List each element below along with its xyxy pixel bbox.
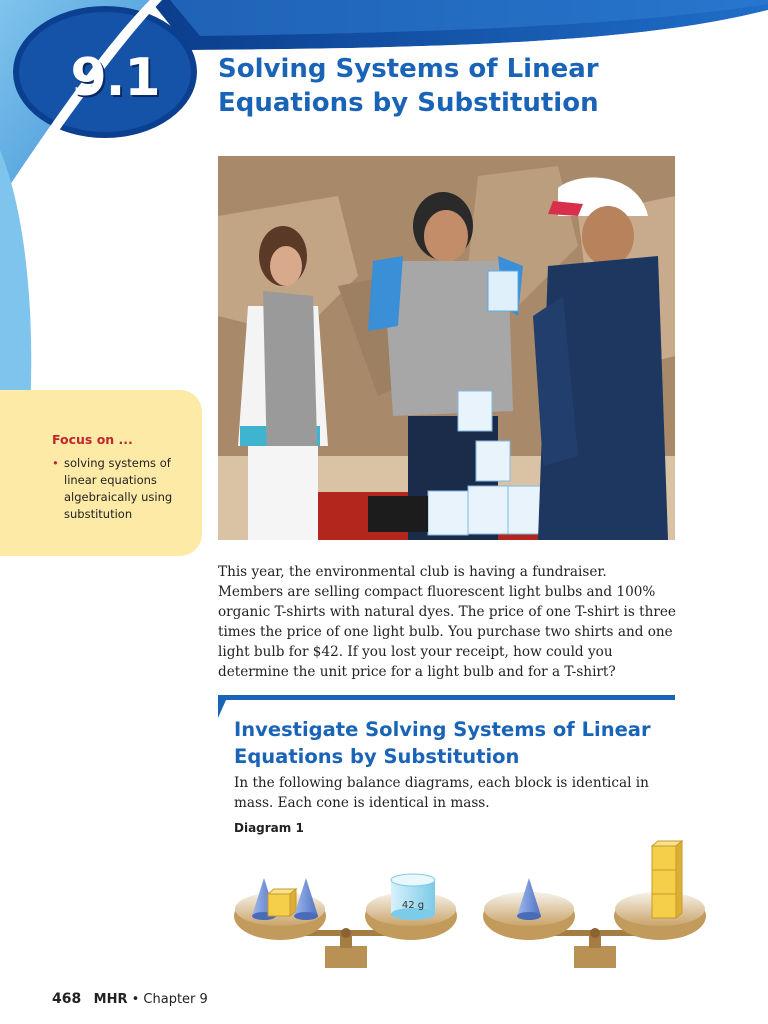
investigate-title (234, 716, 674, 770)
publisher-name: MHR (93, 992, 128, 1007)
intro-paragraph: This year, the environmental club is having a fundraiser. Members are selling compact fluorescent light bulbs and 100% organic T-shirts with natural dyes. The price of one T-shirt is three times the price of one light bulb. You purchase two shirts and one light bulb for $42. If you lost your receipt, how could you determine the unit price for a light bulb and for a T-shirt? (218, 564, 676, 680)
focus-item: • solving systems of linear equations algebraically using substitution (52, 455, 192, 523)
section-number: 9.1 (70, 48, 160, 108)
focus-heading: Focus on ... (52, 432, 133, 447)
cylinder-mass-label: 42 g (401, 900, 425, 911)
balance-scale-1 (234, 874, 457, 968)
investigate-bar (218, 695, 675, 700)
investigate-title-line2: Equations by Substitution (234, 745, 520, 768)
page-number: 468 (52, 991, 82, 1007)
footer-separator: • (131, 992, 140, 1007)
page-title (218, 52, 638, 120)
block-icon (268, 889, 296, 916)
cylinder-icon (391, 874, 435, 920)
page-title-line2: Equations by Substitution (218, 88, 599, 118)
students-fundraiser-photo (218, 156, 675, 540)
page-footer (52, 991, 208, 1007)
page-title-line1: Solving Systems of Linear (218, 54, 599, 84)
investigate-bar-accent (218, 700, 226, 718)
chapter-label: Chapter 9 (143, 992, 208, 1007)
left-blue-band (0, 150, 60, 410)
balance-scale-2 (483, 841, 706, 968)
diagram-label: Diagram 1 (234, 821, 304, 835)
stacked-blocks-icon (652, 841, 682, 918)
investigate-title-line1: Investigate Solving Systems of Linear (234, 718, 651, 741)
investigate-text: In the following balance diagrams, each block is identical in mass. Each cone is identical in mass. (234, 775, 649, 811)
focus-list (52, 455, 192, 523)
balance-diagrams (228, 836, 718, 976)
